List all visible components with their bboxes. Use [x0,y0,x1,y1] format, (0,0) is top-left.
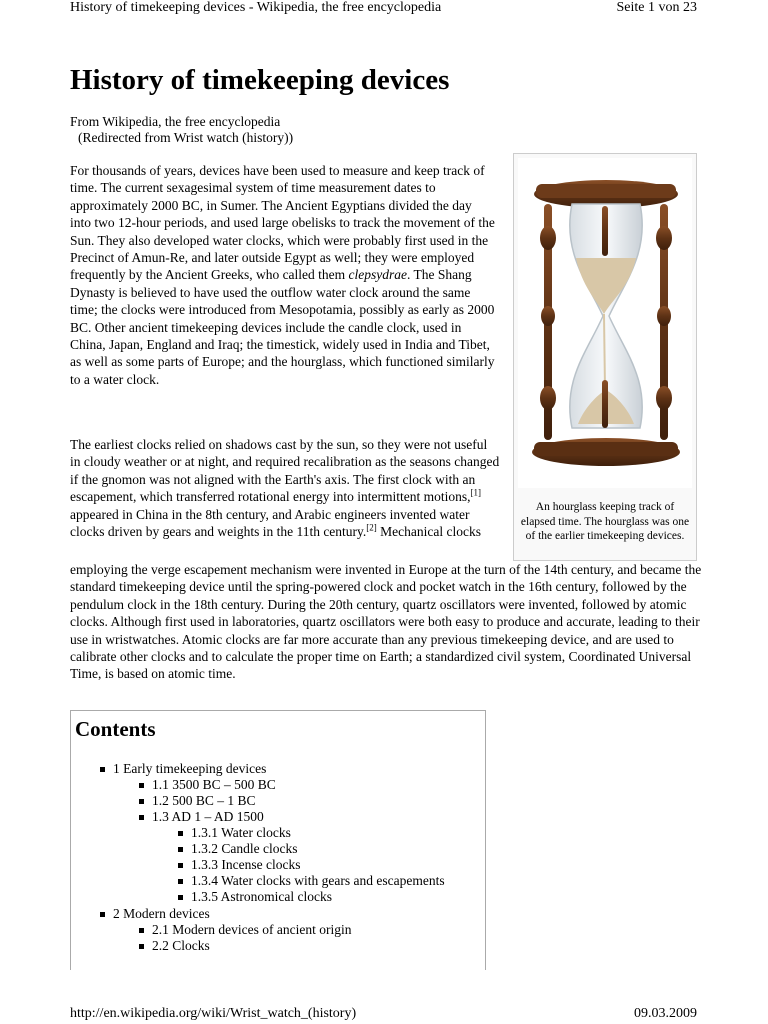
paragraph-clocks-part2: employing the verge escapement mechanism were invented in Europe at the turn of the 14th century, and became the standard timekeeping device until the spring-powered clock and pocket watch in the 16th century, followed by the pendulum clock in the 18th century. During the 20th century, quartz oscillators were invented, followed by atomic clocks. Although first used in laboratories, quartz oscillators were both easy to produce and accurate, leading to their use in wristwatches. Atomic clocks are far more accurate than any previous timekeeping device, and are used to calibrate other clocks and to calculate the proper time on Earth; a standardized civil system, Coordinated Universal Time, is based on atomic time. [70,562,702,682]
reference-link-2[interactable]: [2] [366,522,377,533]
toc-item-1-3-5[interactable]: 1.3.5 Astronomical clocks [191,889,332,904]
figure-caption: An hourglass keeping track of elapsed time. The hourglass was one of the earlier timekeeping devices. [520,501,690,542]
page-title: History of timekeeping devices [70,64,450,96]
toc-item-1-2[interactable]: 1.2 500 BC – 1 BC [152,793,256,808]
toc-item-2-1[interactable]: 2.1 Modern devices of ancient origin [152,922,352,937]
footer-url: http://en.wikipedia.org/wiki/Wrist_watch_(history) [70,1006,357,1021]
footer-date: 09.03.2009 [634,1006,697,1021]
toc-item-1-3-3[interactable]: 1.3.3 Incense clocks [191,857,301,872]
toc-item-1-3-4[interactable]: 1.3.4 Water clocks with gears and escapements [191,873,445,888]
toc-item-1-3[interactable]: 1.3 AD 1 – AD 1500 [152,809,264,824]
toc-item-1-3-1[interactable]: 1.3.1 Water clocks [191,825,291,840]
hourglass-figure [513,153,697,561]
intro-paragraph: For thousands of years, devices have been used to measure and keep track of time. The current sexagesimal system of time measurement dates to approximately 2000 BC, in Sumer. The Ancient Egyptians divided the day into two 12-hour periods, and used large obelisks to track the movement of the Sun. They also developed water clocks, which were probably first used in the Precinct of Amun-Re, and later outside Egypt as well; they were employed frequently by the Ancient Greeks, who called them clepsydrae. The Shang Dynasty is believed to have used the outflow water clock around the same time; the clocks were introduced from Mesopotamia, possibly as early as 2000 BC. Other ancient timekeeping devices include the candle clock, used in China, Japan, England and Iraq; the timestick, widely used in India and Tibet, as well as some parts of Europe; and the hourglass, which functioned similarly to a water clock. [70,163,495,387]
toc-item-2[interactable]: 2 Modern devices [113,906,210,921]
toc-item-1-1[interactable]: 1.1 3500 BC – 500 BC [152,777,276,792]
toc-item-1[interactable]: 1 Early timekeeping devices [113,761,267,776]
hourglass-image[interactable] [518,158,692,488]
reference-link-1[interactable]: [1] [470,487,482,498]
toc-item-2-2[interactable]: 2.2 Clocks [152,938,210,953]
table-of-contents [70,710,486,970]
toc-item-1-3-2[interactable]: 1.3.2 Candle clocks [191,841,298,856]
site-subtitle: From Wikipedia, the free encyclopedia [70,114,281,129]
paragraph-clocks-part1: The earliest clocks relied on shadows cast by the sun, so they were not useful in cloudy weather or at night, and required recalibration as the seasons changed if the gnomon was not aligned with the Earth's axis. The first clock with an escapement, which transferred rotational energy into intermittent motions,[1] appeared in China in the 8th century, and Arabic engineers invented water clocks driven by gears and weights in the 11th century.[2] Mechanical clocks [70,437,500,540]
print-header [70,0,697,20]
contents-heading: Contents [75,717,156,741]
header-page-title: History of timekeeping devices - Wikipedia, the free encyclopedia [70,0,442,15]
redirect-note: (Redirected from Wrist watch (history)) [78,130,294,145]
header-page-number: Seite 1 von 23 [616,0,697,15]
